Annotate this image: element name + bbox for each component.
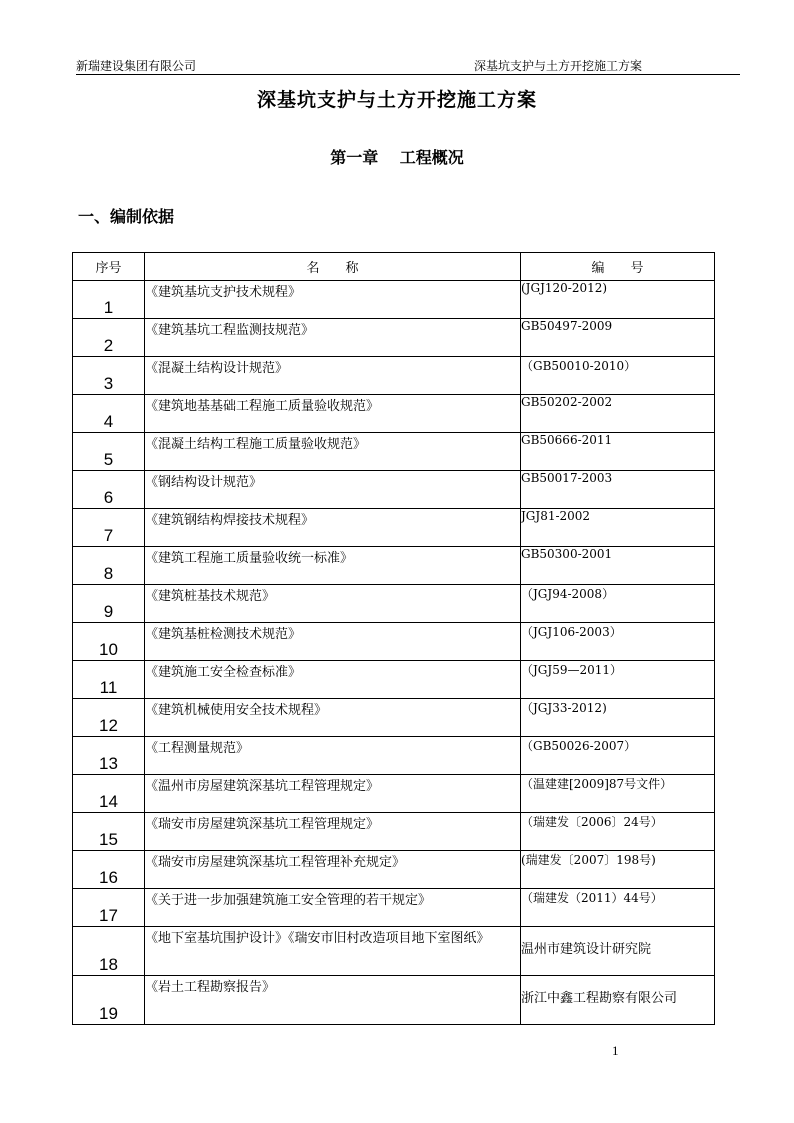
page-header <box>76 56 740 75</box>
row-number: 18 <box>73 927 145 976</box>
row-name: 《地下室基坑围护设计》《瑞安市旧村改造项目地下室图纸》 <box>145 927 521 976</box>
row-name: 《瑞安市房屋建筑深基坑工程管理规定》 <box>145 813 521 851</box>
row-name: 《建筑机械使用安全技术规程》 <box>145 699 521 737</box>
row-name: 《建筑钢结构焊接技术规程》 <box>145 509 521 547</box>
basis-table <box>72 252 715 1025</box>
table-row <box>73 433 715 471</box>
row-number: 4 <box>73 395 145 433</box>
table-row <box>73 976 715 1025</box>
row-code: （JGJ59—2011） <box>521 661 715 699</box>
row-code: （GB50026-2007） <box>521 737 715 775</box>
row-name: 《混凝土结构设计规范》 <box>145 357 521 395</box>
row-number: 14 <box>73 775 145 813</box>
table-row <box>73 623 715 661</box>
row-code: （瑞建发（2011）44号） <box>521 889 715 927</box>
row-number: 1 <box>73 281 145 319</box>
row-code: (瑞建发〔2007〕198号) <box>521 851 715 889</box>
row-number: 16 <box>73 851 145 889</box>
table-row <box>73 661 715 699</box>
row-number: 17 <box>73 889 145 927</box>
document-title: 深基坑支护与土方开挖施工方案 <box>256 89 537 111</box>
table-row <box>73 851 715 889</box>
row-number: 13 <box>73 737 145 775</box>
table-header-row <box>73 253 715 281</box>
row-name: 《工程测量规范》 <box>145 737 521 775</box>
row-code: GB50497-2009 <box>521 319 715 357</box>
page-number: 1 <box>612 1043 619 1058</box>
row-name: 《岩土工程勘察报告》 <box>145 976 521 1025</box>
row-number: 6 <box>73 471 145 509</box>
section-heading: 一、编制依据 <box>78 207 175 226</box>
row-number: 5 <box>73 433 145 471</box>
row-name: 《建筑地基基础工程施工质量验收规范》 <box>145 395 521 433</box>
row-number: 2 <box>73 319 145 357</box>
column-header-name: 名 称 <box>145 253 521 281</box>
table-row <box>73 471 715 509</box>
chapter-heading: 第一章 工程概况 <box>330 148 464 167</box>
table-row <box>73 357 715 395</box>
table-row <box>73 927 715 976</box>
row-code: (JGJ120-2012) <box>521 281 715 319</box>
row-number: 8 <box>73 547 145 585</box>
table-row <box>73 737 715 775</box>
row-code: GB50666-2011 <box>521 433 715 471</box>
header-company: 新瑞建设集团有限公司 <box>76 59 197 73</box>
table-row <box>73 775 715 813</box>
table-row <box>73 585 715 623</box>
row-name: 《关于进一步加强建筑施工安全管理的若干规定》 <box>145 889 521 927</box>
row-name: 《钢结构设计规范》 <box>145 471 521 509</box>
row-name: 《建筑工程施工质量验收统一标准》 <box>145 547 521 585</box>
row-name: 《建筑基坑支护技术规程》 <box>145 281 521 319</box>
row-code: GB50300-2001 <box>521 547 715 585</box>
row-code: （JGJ94-2008） <box>521 585 715 623</box>
row-name: 《混凝土结构工程施工质量验收规范》 <box>145 433 521 471</box>
row-code: （JGJ106-2003） <box>521 623 715 661</box>
row-number: 3 <box>73 357 145 395</box>
table-row <box>73 889 715 927</box>
table-row <box>73 509 715 547</box>
row-code: GB50202-2002 <box>521 395 715 433</box>
row-number: 9 <box>73 585 145 623</box>
table-row <box>73 319 715 357</box>
row-name: 《建筑基坑工程监测技规范》 <box>145 319 521 357</box>
row-number: 10 <box>73 623 145 661</box>
row-code: （GB50010-2010） <box>521 357 715 395</box>
column-header-code: 编 号 <box>521 253 715 281</box>
table-row <box>73 813 715 851</box>
row-code: GB50017-2003 <box>521 471 715 509</box>
row-code: （温建建[2009]87号文件） <box>521 775 715 813</box>
row-code: JGJ81-2002 <box>521 509 715 547</box>
row-name: 《建筑施工安全检查标准》 <box>145 661 521 699</box>
table-row <box>73 395 715 433</box>
row-name: 《瑞安市房屋建筑深基坑工程管理补充规定》 <box>145 851 521 889</box>
row-code: （瑞建发〔2006〕24号） <box>521 813 715 851</box>
table-row <box>73 547 715 585</box>
header-doc-name: 深基坑支护与土方开挖施工方案 <box>473 59 642 73</box>
row-number: 15 <box>73 813 145 851</box>
table-row <box>73 281 715 319</box>
row-code: 浙江中鑫工程勘察有限公司 <box>521 976 715 1025</box>
column-header-number: 序号 <box>73 253 145 281</box>
row-number: 19 <box>73 976 145 1025</box>
table-row <box>73 699 715 737</box>
row-name: 《建筑基桩检测技术规范》 <box>145 623 521 661</box>
row-number: 11 <box>73 661 145 699</box>
row-number: 7 <box>73 509 145 547</box>
row-code: 温州市建筑设计研究院 <box>521 927 715 976</box>
row-code: （JGJ33-2012) <box>521 699 715 737</box>
row-name: 《建筑桩基技术规范》 <box>145 585 521 623</box>
row-number: 12 <box>73 699 145 737</box>
row-name: 《温州市房屋建筑深基坑工程管理规定》 <box>145 775 521 813</box>
